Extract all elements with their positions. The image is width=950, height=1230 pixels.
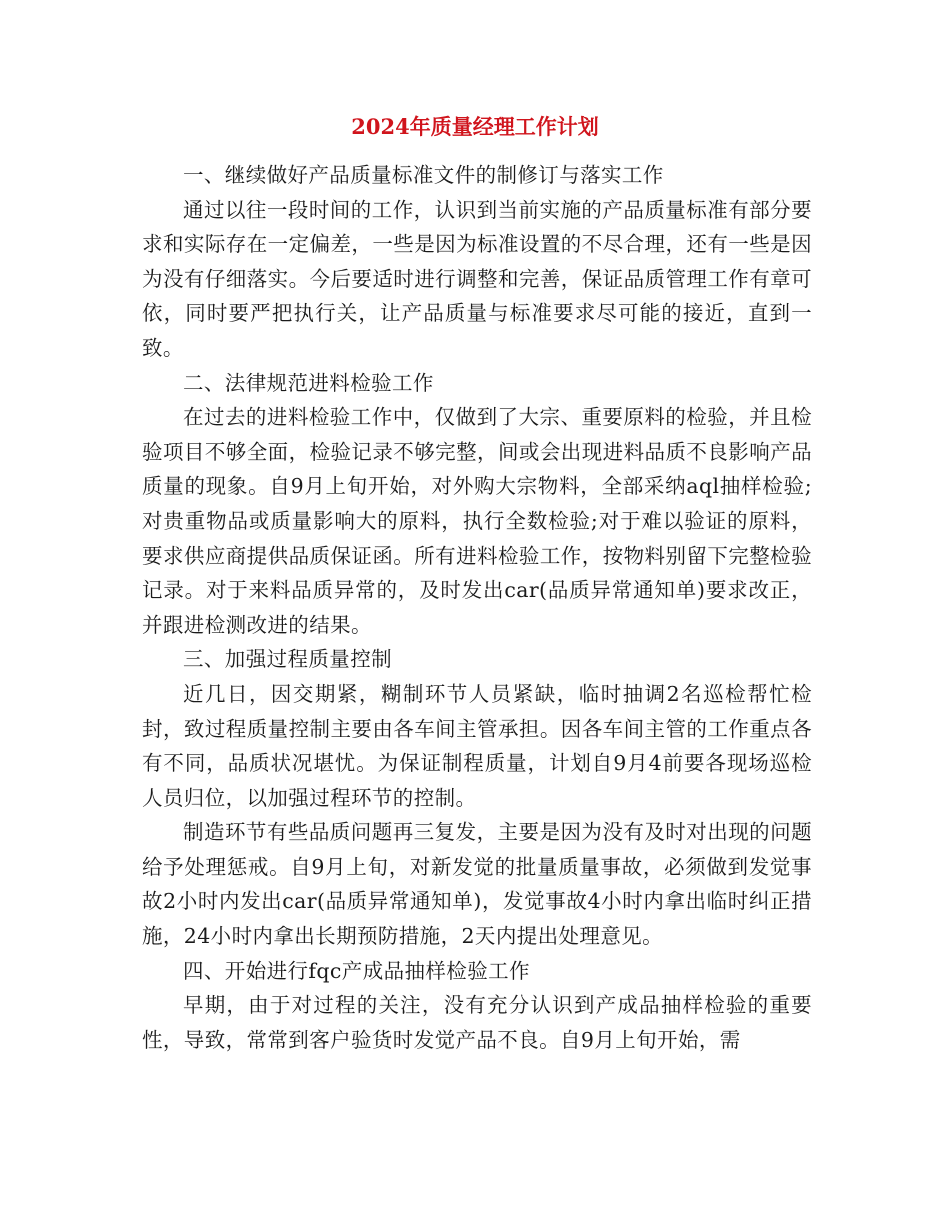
paragraph-4: 制造环节有些品质问题再三复发，主要是因为没有及时对出现的问题给予处理惩戒。自9月上旬，对新发觉的批量质量事故，必须做到发觉事故2小时内发出car(品质异常通知单)，发觉事故4小时内拿出临时纠正措施，24小时内拿出长期预防措施，2天内提出处理意见。 — [142, 820, 812, 949]
section-heading-1: 一、继续做好产品质量标准文件的制修订与落实工作 — [183, 163, 664, 187]
paragraph-1: 通过以往一段时间的工作，认识到当前实施的产品质量标准有部分要求和实际存在一定偏差，一些是因为标准设置的不尽合理，还有一些是因为没有仔细落实。今后要适时进行调整和完善，保证品质管理工作有章可依，同时要严把执行关，让产品质量与标准要求尽可能的接近，直到一致。 — [142, 197, 812, 360]
section-heading-2: 二、法律规范进料检验工作 — [183, 370, 434, 395]
paragraph-5: 早期，由于对过程的关注，没有充分认识到产成品抽样检验的重要性，导致，常常到客户验货时发觉产品不良。自9月上旬开始，需 — [142, 993, 812, 1052]
paragraph-2: 在过去的进料检验工作中，仅做到了大宗、重要原料的检验，并且检验项目不够全面，检验记录不够完整，间或会出现进料品质不良影响产品质量的现象。自9月上旬开始，对外购大宗物料，全部采纳aql抽样检验;对贵重物品或质量影响大的原料，执行全数检验;对于难以验证的原料，要求供应商提供品质保证函。所有进料检验工作，按物料别留下完整检验记录。对于来料品质异常的，及时发出car(品质异常通知单)要求改正，并跟进检测改进的结果。 — [142, 405, 812, 637]
paragraph-3: 近几日，因交期紧，糊制环节人员紧缺，临时抽调2名巡检帮忙检封，致过程质量控制主要由各车间主管承担。因各车间主管的工作重点各有不同，品质状况堪忧。为保证制程质量，计划自9月4前要各现场巡检人员归位，以加强过程环节的控制。 — [142, 681, 812, 810]
section-heading-3: 三、加强过程质量控制 — [183, 647, 392, 672]
document-title: 2024年质量经理工作计划 — [351, 114, 599, 139]
section-heading-4: 四、开始进行fqc产成品抽样检验工作 — [183, 958, 530, 983]
document-body — [142, 158, 812, 1057]
